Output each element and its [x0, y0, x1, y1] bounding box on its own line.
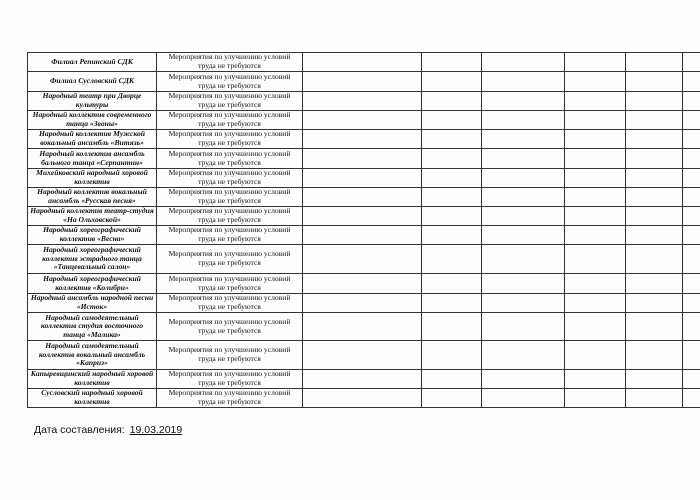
table-row — [28, 274, 700, 294]
table-body — [28, 53, 700, 408]
empty-cell — [626, 370, 683, 389]
measures-cell: Мероприятия по улучшению условий труда не требуются — [157, 274, 303, 294]
empty-cell — [482, 188, 565, 207]
empty-cell — [626, 149, 683, 169]
table-row — [28, 169, 700, 188]
collective-name-cell: Михейковский народный хоровой коллектив — [28, 169, 157, 188]
measures-cell: Мероприятия по улучшению условий труда не требуются — [157, 313, 303, 341]
empty-cell — [303, 72, 422, 92]
empty-cell — [482, 169, 565, 188]
table-row — [28, 149, 700, 169]
empty-cell — [303, 313, 422, 341]
measures-cell: Мероприятия по улучшению условий труда не требуются — [157, 207, 303, 226]
empty-cell — [303, 389, 422, 408]
measures-cell: Мероприятия по улучшению условий труда не требуются — [157, 53, 303, 72]
empty-cell — [303, 111, 422, 130]
empty-cell — [422, 188, 482, 207]
empty-cell — [565, 188, 626, 207]
empty-cell — [422, 245, 482, 274]
empty-cell — [482, 149, 565, 169]
empty-cell — [422, 341, 482, 370]
empty-cell — [422, 72, 482, 92]
empty-cell — [626, 72, 683, 92]
measures-cell: Мероприятия по улучшению условий труда не требуются — [157, 169, 303, 188]
empty-cell — [303, 245, 422, 274]
collective-name-cell: Народный коллектив современного танца «Звоны» — [28, 111, 157, 130]
empty-cell — [482, 130, 565, 149]
empty-cell — [683, 169, 700, 188]
empty-cell — [683, 130, 700, 149]
measures-cell: Мероприятия по улучшению условий труда не требуются — [157, 294, 303, 313]
measures-cell: Мероприятия по улучшению условий труда не требуются — [157, 149, 303, 169]
empty-cell — [303, 188, 422, 207]
empty-cell — [303, 341, 422, 370]
table-row — [28, 92, 700, 111]
empty-cell — [482, 72, 565, 92]
empty-cell — [565, 370, 626, 389]
empty-cell — [422, 53, 482, 72]
empty-cell — [303, 226, 422, 245]
table-row — [28, 313, 700, 341]
empty-cell — [303, 53, 422, 72]
empty-cell — [565, 72, 626, 92]
empty-cell — [565, 111, 626, 130]
compilation-date-value: 19.03.2019 — [129, 424, 183, 436]
empty-cell — [482, 294, 565, 313]
empty-cell — [422, 274, 482, 294]
empty-cell — [303, 169, 422, 188]
empty-cell — [626, 53, 683, 72]
empty-cell — [482, 92, 565, 111]
empty-cell — [626, 274, 683, 294]
table-row — [28, 341, 700, 370]
empty-cell — [303, 370, 422, 389]
table-row — [28, 389, 700, 408]
empty-cell — [683, 389, 700, 408]
measures-cell: Мероприятия по улучшению условий труда не требуются — [157, 92, 303, 111]
empty-cell — [422, 226, 482, 245]
empty-cell — [303, 274, 422, 294]
empty-cell — [626, 389, 683, 408]
empty-cell — [565, 53, 626, 72]
empty-cell — [565, 245, 626, 274]
empty-cell — [422, 294, 482, 313]
table-row — [28, 188, 700, 207]
empty-cell — [683, 245, 700, 274]
empty-cell — [422, 149, 482, 169]
empty-cell — [303, 92, 422, 111]
empty-cell — [565, 207, 626, 226]
measures-cell: Мероприятия по улучшению условий труда не требуются — [157, 226, 303, 245]
empty-cell — [626, 111, 683, 130]
empty-cell — [565, 313, 626, 341]
compilation-date-line — [34, 424, 182, 436]
measures-cell: Мероприятия по улучшению условий труда не требуются — [157, 245, 303, 274]
empty-cell — [683, 111, 700, 130]
empty-cell — [482, 111, 565, 130]
empty-cell — [482, 226, 565, 245]
empty-cell — [626, 245, 683, 274]
empty-cell — [482, 207, 565, 226]
empty-cell — [422, 169, 482, 188]
collective-name-cell: Народный коллектив ансамбль бального танца «Серпантин» — [28, 149, 157, 169]
empty-cell — [303, 294, 422, 313]
empty-cell — [565, 341, 626, 370]
empty-cell — [565, 169, 626, 188]
empty-cell — [303, 130, 422, 149]
measures-cell: Мероприятия по улучшению условий труда не требуются — [157, 389, 303, 408]
table-row — [28, 245, 700, 274]
measures-cell: Мероприятия по улучшению условий труда не требуются — [157, 188, 303, 207]
empty-cell — [626, 169, 683, 188]
empty-cell — [626, 92, 683, 111]
empty-cell — [565, 92, 626, 111]
empty-cell — [565, 274, 626, 294]
empty-cell — [565, 294, 626, 313]
table-row — [28, 207, 700, 226]
empty-cell — [683, 207, 700, 226]
measures-cell: Мероприятия по улучшению условий труда не требуются — [157, 130, 303, 149]
top-rule — [27, 0, 695, 1]
collective-name-cell: Народный хореографический коллектив «Колибри» — [28, 274, 157, 294]
empty-cell — [303, 149, 422, 169]
empty-cell — [422, 389, 482, 408]
compilation-date-label: Дата составления: — [34, 424, 125, 436]
empty-cell — [683, 72, 700, 92]
empty-cell — [565, 389, 626, 408]
table-row — [28, 72, 700, 92]
empty-cell — [626, 188, 683, 207]
table-row — [28, 226, 700, 245]
empty-cell — [482, 370, 565, 389]
empty-cell — [683, 313, 700, 341]
empty-cell — [422, 207, 482, 226]
collective-name-cell: Народный коллектив Мужской вокальный ансамбль «Витязь» — [28, 130, 157, 149]
empty-cell — [626, 207, 683, 226]
empty-cell — [482, 274, 565, 294]
empty-cell — [683, 370, 700, 389]
empty-cell — [683, 149, 700, 169]
empty-cell — [422, 313, 482, 341]
empty-cell — [626, 294, 683, 313]
empty-cell — [683, 294, 700, 313]
empty-cell — [683, 341, 700, 370]
empty-cell — [422, 111, 482, 130]
collective-name-cell: Сусловский народный хоровой коллектив — [28, 389, 157, 408]
table-row — [28, 294, 700, 313]
empty-cell — [565, 149, 626, 169]
measures-cell: Мероприятия по улучшению условий труда не требуются — [157, 341, 303, 370]
empty-cell — [626, 130, 683, 149]
empty-cell — [482, 53, 565, 72]
measures-cell: Мероприятия по улучшению условий труда не требуются — [157, 72, 303, 92]
table-row — [28, 130, 700, 149]
empty-cell — [482, 313, 565, 341]
collective-name-cell: Народный хореографический коллектив «Весна» — [28, 226, 157, 245]
table-row — [28, 370, 700, 389]
empty-cell — [565, 226, 626, 245]
empty-cell — [683, 92, 700, 111]
empty-cell — [422, 370, 482, 389]
collective-name-cell: Народный коллектив вокальный ансамбль «Русская песня» — [28, 188, 157, 207]
empty-cell — [626, 341, 683, 370]
collective-name-cell: Филиал Сусловский СДК — [28, 72, 157, 92]
collective-name-cell: Народный хореографический коллектив эстрадного танца «Танцевальный салон» — [28, 245, 157, 274]
empty-cell — [422, 130, 482, 149]
empty-cell — [303, 207, 422, 226]
empty-cell — [565, 130, 626, 149]
empty-cell — [482, 389, 565, 408]
collective-name-cell: Народный самодеятельный коллектив студия восточного танца «Малика» — [28, 313, 157, 341]
working-conditions-table — [27, 52, 700, 408]
collective-name-cell: Народный самодеятельный коллектив вокальный ансамбль «Каприз» — [28, 341, 157, 370]
collective-name-cell: Капыревщинский народный хоровой коллектив — [28, 370, 157, 389]
empty-cell — [626, 226, 683, 245]
empty-cell — [482, 245, 565, 274]
empty-cell — [626, 313, 683, 341]
empty-cell — [482, 341, 565, 370]
empty-cell — [683, 274, 700, 294]
measures-cell: Мероприятия по улучшению условий труда не требуются — [157, 370, 303, 389]
empty-cell — [683, 53, 700, 72]
table-row — [28, 111, 700, 130]
collective-name-cell: Филиал Репинский СДК — [28, 53, 157, 72]
collective-name-cell: Народный ансамбль народной песни «Исток» — [28, 294, 157, 313]
empty-cell — [683, 226, 700, 245]
measures-cell: Мероприятия по улучшению условий труда не требуются — [157, 111, 303, 130]
collective-name-cell: Народный коллектив театр-студия «На Ольховской» — [28, 207, 157, 226]
empty-cell — [683, 188, 700, 207]
collective-name-cell: Народный театр при Дворце культуры — [28, 92, 157, 111]
empty-cell — [422, 92, 482, 111]
table-row — [28, 53, 700, 72]
